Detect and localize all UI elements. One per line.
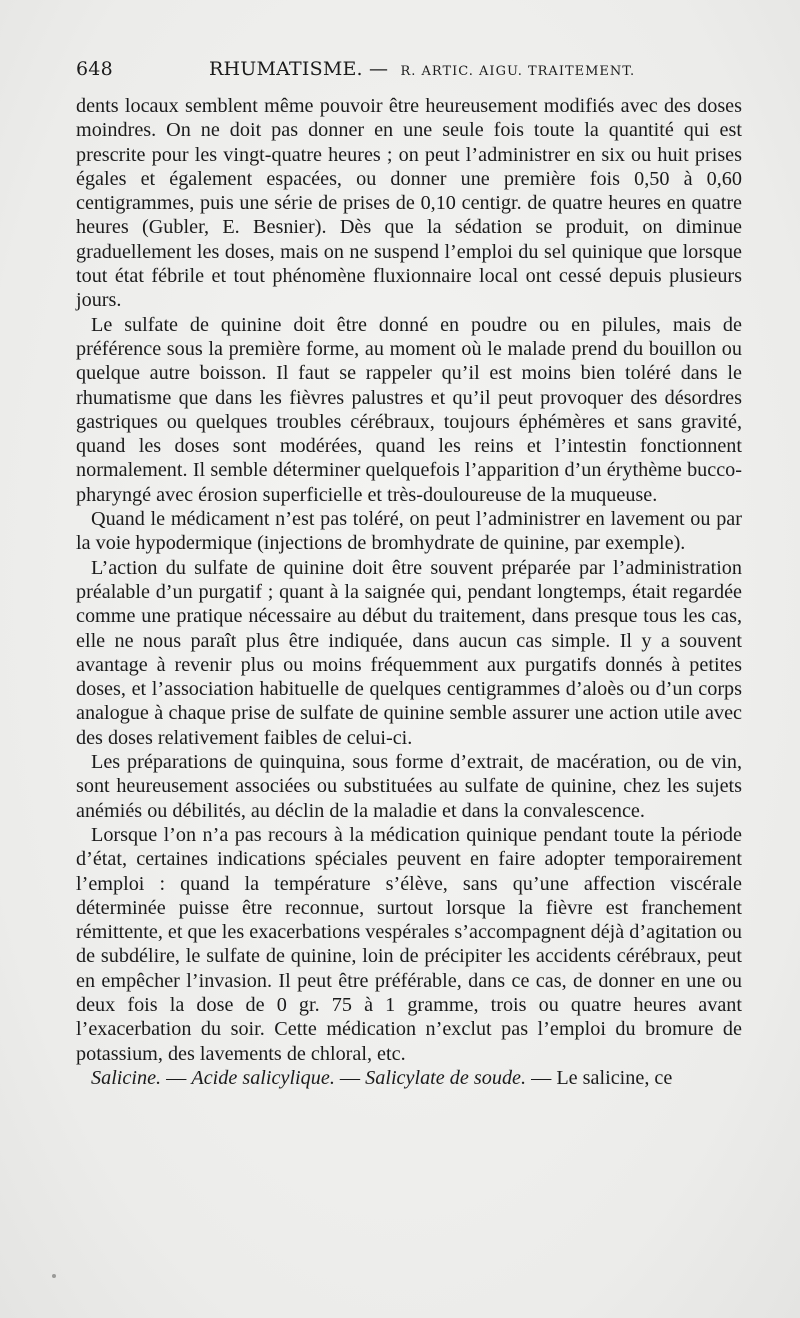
paragraph-purgatives: L’action du sulfate de quinine doit être souvent préparée par l’administration préalable d’un purgatif ; quant à la saignée qui, pendant longtemps, était regardée comme une pratique nécessaire au début du traitement, dans presque tous les cas, elle ne nous paraît plus être indiquée, dans aucun cas simple. Il y a souvent avantage à revenir plus ou moins fréquemment aux purgatifs donnés à petites doses, et l’association habituelle de quelques centigrammes d’aloès ou d’un corps analogue à chaque prise de sulfate de quinine semble assurer une action utile avec des doses relativement faibles de celui-ci.	[76, 556, 742, 749]
running-title	[209, 58, 635, 80]
sodium-salicylate-heading: Salicylate de soude.	[365, 1066, 527, 1089]
paper-speck	[52, 1274, 56, 1278]
body-text	[76, 94, 742, 1090]
paragraph-special-indications: Lorsque l’on n’a pas recours à la médication quinique pendant toute la période d’état, certaines indications spéciales peuvent en faire adopter temporairement l’emploi : quand la température s’élève, sans qu’une affection viscérale déterminée puisse être reconnue, surtout lorsque la fièvre est franchement rémittente, et que les exacerbations vespérales s’accompagnent déjà d’agitation ou de subdélire, le sulfate de quinine, loin de précipiter les accidents cérébraux, peut en empêcher l’invasion. Il peut être préférable, dans ce cas, de donner en une ou deux fois la dose de 0 gr. 75 à 1 gramme, trois ou quatre heures avant l’exacerbation du soir. Cette médication n’exclut pas l’emploi du bromure de potassium, des lavements de chloral, etc.	[76, 823, 742, 1065]
separator-dash: —	[334, 1066, 366, 1089]
page-number: 648	[76, 58, 113, 80]
salicine-heading: Salicine.	[91, 1066, 162, 1089]
paragraph-continuation: dents locaux semblent même pouvoir être heureusement modifiés avec des doses moindres. On ne doit pas donner en une seule fois toute la quantité qui est prescrite pour les vingt-quatre heures ; on peut l’administrer en six ou huit prises égales et également espacées, ou donner une première fois 0,50 à 0,60 centigrammes, puis une série de prises de 0,10 centigr. de quatre heures en quatre heures (Gubler, E. Besnier). Dès que la sédation se produit, on diminue graduellement les doses, mais on ne suspend l’emploi du sel quinique que lorsque tout état fébrile et tout phénomène fluxionnaire local ont cessé depuis plusieurs jours.	[76, 95, 742, 312]
running-title-subtitle: R. ARTIC. AIGU. TRAITEMENT.	[400, 64, 636, 79]
running-title-dash: —	[362, 58, 395, 80]
separator-dash: —	[526, 1066, 557, 1089]
salicylic-acid-heading: Acide salicylique.	[191, 1066, 335, 1089]
running-header	[76, 58, 730, 88]
paragraph-intolerance: Quand le médicament n’est pas toléré, on peut l’administrer en lavement ou par la voie hypodermique (injections de bromhydrate de quinine, par exemple).	[76, 508, 742, 555]
separator-dash: —	[161, 1066, 192, 1089]
running-title-main: RHUMATISME.	[209, 58, 363, 80]
paragraph-salicine	[76, 1066, 742, 1090]
salicine-text: Le salicine, ce	[556, 1066, 673, 1089]
paragraph-quinquina: Les préparations de quinquina, sous forme d’extrait, de macération, ou de vin, sont heureusement associées ou substituées au sulfate de quinine, chez les sujets anémiés ou débilités, au déclin de la maladie et dans la convalescence.	[76, 751, 742, 822]
paragraph-sulfate-administration: Le sulfate de quinine doit être donné en poudre ou en pilules, mais de préférence sous la première forme, au moment où le malade prend du bouillon ou quelque autre boisson. Il faut se rappeler qu’il est moins bien toléré dans le rhumatisme que dans les fièvres palustres et qu’il peut provoquer des désordres gastriques ou quelques troubles cérébraux, toujours éphémères et sans gravité, quand les doses sont modérées, quand les reins et l’intestin fonctionnent normalement. Il semble déterminer quelquefois l’apparition d’un érythème bucco-pharyngé avec érosion superficielle et très-douloureuse de la muqueuse.	[76, 313, 742, 506]
